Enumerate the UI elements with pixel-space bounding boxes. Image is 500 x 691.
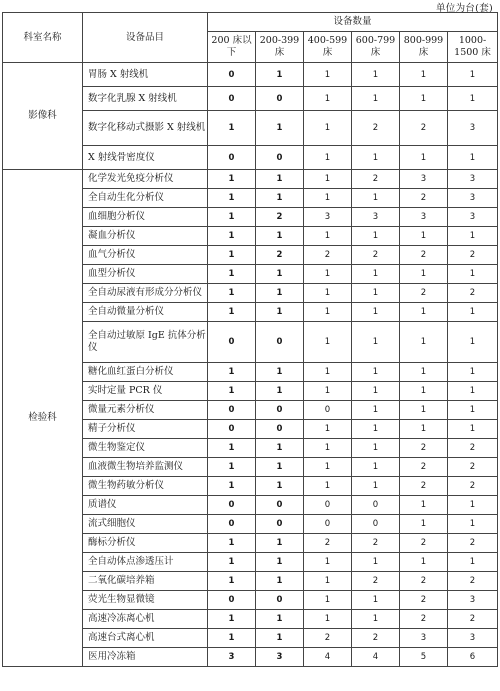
bed-header: 1000-1500 床: [448, 32, 498, 63]
quantity-cell: 2: [400, 610, 448, 629]
quantity-cell: 0: [208, 496, 256, 515]
quantity-cell: 2: [304, 246, 352, 265]
quantity-cell: 1: [256, 189, 304, 208]
quantity-cell: 3: [448, 208, 498, 227]
quantity-cell: 2: [352, 534, 400, 553]
quantity-cell: 4: [352, 648, 400, 667]
quantity-cell: 1: [400, 496, 448, 515]
quantity-cell: 2: [400, 439, 448, 458]
quantity-cell: 1: [256, 458, 304, 477]
quantity-cell: 2: [400, 284, 448, 303]
quantity-cell: 2: [256, 208, 304, 227]
quantity-cell: 1: [208, 382, 256, 401]
quantity-cell: 1: [448, 227, 498, 246]
quantity-cell: 0: [208, 591, 256, 610]
quantity-cell: 1: [448, 265, 498, 284]
device-cell: 数字化乳腺 X 射线机: [83, 87, 208, 111]
quantity-cell: 1: [256, 303, 304, 322]
quantity-cell: 1: [400, 303, 448, 322]
quantity-cell: 1: [448, 401, 498, 420]
device-cell: 微生物鉴定仪: [83, 439, 208, 458]
quantity-cell: 2: [448, 439, 498, 458]
quantity-cell: 1: [208, 363, 256, 382]
quantity-cell: 2: [352, 111, 400, 146]
quantity-cell: 1: [208, 284, 256, 303]
quantity-cell: 1: [304, 227, 352, 246]
quantity-cell: 1: [304, 284, 352, 303]
quantity-cell: 2: [448, 534, 498, 553]
quantity-cell: 1: [208, 477, 256, 496]
quantity-cell: 1: [208, 629, 256, 648]
quantity-cell: 1: [256, 382, 304, 401]
device-cell: 凝血分析仪: [83, 227, 208, 246]
device-cell: 全自动微量分析仪: [83, 303, 208, 322]
equipment-table: [2, 12, 498, 667]
device-cell: 胃肠 X 射线机: [83, 63, 208, 87]
quantity-cell: 1: [352, 322, 400, 363]
quantity-cell: 1: [304, 572, 352, 591]
quantity-cell: 1: [400, 553, 448, 572]
dept-cell: 检验科: [3, 170, 83, 667]
quantity-cell: 2: [352, 246, 400, 265]
quantity-cell: 0: [208, 87, 256, 111]
quantity-header: 设备数量: [208, 13, 498, 32]
device-cell: 精子分析仪: [83, 420, 208, 439]
quantity-cell: 1: [400, 382, 448, 401]
quantity-cell: 1: [208, 265, 256, 284]
quantity-cell: 1: [256, 534, 304, 553]
bed-header: 400-599 床: [304, 32, 352, 63]
quantity-cell: 0: [304, 401, 352, 420]
quantity-cell: 1: [304, 63, 352, 87]
quantity-cell: 3: [448, 591, 498, 610]
quantity-cell: 1: [256, 111, 304, 146]
quantity-cell: 2: [352, 629, 400, 648]
quantity-cell: 1: [304, 146, 352, 170]
quantity-cell: 1: [304, 303, 352, 322]
quantity-cell: 1: [304, 477, 352, 496]
device-cell: 微量元素分析仪: [83, 401, 208, 420]
quantity-cell: 1: [208, 208, 256, 227]
quantity-cell: 2: [400, 591, 448, 610]
quantity-cell: 1: [256, 610, 304, 629]
quantity-cell: 1: [352, 477, 400, 496]
quantity-cell: 3: [448, 170, 498, 189]
quantity-cell: 1: [256, 227, 304, 246]
quantity-cell: 1: [208, 439, 256, 458]
bed-header: 200-399 床: [256, 32, 304, 63]
quantity-cell: 1: [256, 265, 304, 284]
quantity-cell: 3: [448, 629, 498, 648]
quantity-cell: 1: [448, 420, 498, 439]
quantity-cell: 1: [304, 189, 352, 208]
quantity-cell: 0: [352, 515, 400, 534]
quantity-cell: 1: [208, 534, 256, 553]
quantity-cell: 0: [256, 401, 304, 420]
quantity-cell: 1: [352, 87, 400, 111]
quantity-cell: 2: [304, 534, 352, 553]
quantity-cell: 2: [448, 610, 498, 629]
quantity-cell: 2: [400, 189, 448, 208]
quantity-cell: 1: [448, 87, 498, 111]
quantity-cell: 1: [448, 363, 498, 382]
quantity-cell: 3: [352, 208, 400, 227]
device-cell: 二氧化碳培养箱: [83, 572, 208, 591]
quantity-cell: 3: [256, 648, 304, 667]
device-cell: 流式细胞仪: [83, 515, 208, 534]
quantity-cell: 3: [448, 111, 498, 146]
quantity-cell: 4: [304, 648, 352, 667]
device-cell: 实时定量 PCR 仪: [83, 382, 208, 401]
quantity-cell: 1: [400, 363, 448, 382]
quantity-cell: 1: [208, 246, 256, 265]
dept-cell: 影像科: [3, 63, 83, 170]
table-row: [3, 170, 498, 189]
device-cell: 全自动尿液有形成分分析仪: [83, 284, 208, 303]
quantity-cell: 0: [256, 322, 304, 363]
quantity-cell: 2: [448, 246, 498, 265]
quantity-cell: 2: [448, 284, 498, 303]
quantity-cell: 1: [208, 111, 256, 146]
bed-header: 800-999 床: [400, 32, 448, 63]
quantity-cell: 3: [400, 629, 448, 648]
quantity-cell: 1: [352, 420, 400, 439]
device-cell: 酶标分析仪: [83, 534, 208, 553]
quantity-cell: 1: [352, 265, 400, 284]
device-cell: 数字化移动式摄影 X 射线机: [83, 111, 208, 146]
quantity-cell: 1: [352, 303, 400, 322]
device-cell: 全自动体点渗透压计: [83, 553, 208, 572]
quantity-cell: 1: [352, 363, 400, 382]
device-cell: 高速冷冻离心机: [83, 610, 208, 629]
quantity-cell: 3: [448, 189, 498, 208]
device-header: 设备品目: [83, 13, 208, 63]
quantity-cell: 0: [304, 515, 352, 534]
quantity-cell: 2: [352, 170, 400, 189]
quantity-cell: 3: [400, 208, 448, 227]
quantity-cell: 1: [400, 227, 448, 246]
quantity-cell: 1: [208, 303, 256, 322]
bed-header: 200 床以下: [208, 32, 256, 63]
device-cell: 血液微生物培养监测仪: [83, 458, 208, 477]
quantity-cell: 1: [208, 610, 256, 629]
quantity-cell: 1: [352, 382, 400, 401]
quantity-cell: 2: [352, 572, 400, 591]
header-row-1: [3, 13, 498, 32]
quantity-cell: 1: [208, 572, 256, 591]
quantity-cell: 1: [256, 439, 304, 458]
quantity-cell: 0: [208, 146, 256, 170]
quantity-cell: 1: [256, 477, 304, 496]
quantity-cell: 1: [448, 496, 498, 515]
device-cell: 全自动过敏原 IgE 抗体分析仪: [83, 322, 208, 363]
quantity-cell: 1: [304, 87, 352, 111]
quantity-cell: 2: [400, 534, 448, 553]
quantity-cell: 1: [352, 401, 400, 420]
quantity-cell: 0: [256, 87, 304, 111]
quantity-cell: 0: [256, 146, 304, 170]
device-cell: 质谱仪: [83, 496, 208, 515]
unit-note: 单位为台(套): [435, 3, 493, 14]
table-body: [3, 63, 498, 667]
quantity-cell: 0: [256, 496, 304, 515]
quantity-cell: 1: [304, 111, 352, 146]
quantity-cell: 1: [208, 553, 256, 572]
quantity-cell: 2: [448, 572, 498, 591]
quantity-cell: 1: [304, 420, 352, 439]
quantity-cell: 0: [208, 63, 256, 87]
quantity-cell: 1: [256, 170, 304, 189]
quantity-cell: 1: [400, 87, 448, 111]
quantity-cell: 0: [352, 496, 400, 515]
quantity-cell: 1: [304, 458, 352, 477]
device-cell: 血型分析仪: [83, 265, 208, 284]
quantity-cell: 0: [208, 401, 256, 420]
device-cell: 高速台式离心机: [83, 629, 208, 648]
quantity-cell: 1: [352, 439, 400, 458]
quantity-cell: 1: [304, 382, 352, 401]
bed-header: 600-799 床: [352, 32, 400, 63]
quantity-cell: 1: [448, 515, 498, 534]
quantity-cell: 1: [304, 591, 352, 610]
quantity-cell: 1: [208, 170, 256, 189]
quantity-cell: 1: [448, 553, 498, 572]
quantity-cell: 1: [256, 629, 304, 648]
device-cell: 医用冷冻箱: [83, 648, 208, 667]
quantity-cell: 1: [304, 363, 352, 382]
quantity-cell: 0: [304, 496, 352, 515]
quantity-cell: 0: [208, 515, 256, 534]
quantity-cell: 1: [352, 591, 400, 610]
quantity-cell: 1: [400, 146, 448, 170]
quantity-cell: 1: [400, 265, 448, 284]
quantity-cell: 1: [400, 63, 448, 87]
quantity-cell: 2: [400, 246, 448, 265]
quantity-cell: 1: [352, 610, 400, 629]
quantity-cell: 1: [352, 146, 400, 170]
device-cell: 血细胞分析仪: [83, 208, 208, 227]
quantity-cell: 1: [208, 227, 256, 246]
quantity-cell: 2: [448, 458, 498, 477]
quantity-cell: 1: [208, 458, 256, 477]
quantity-cell: 1: [448, 382, 498, 401]
device-cell: 荧光生物显微镜: [83, 591, 208, 610]
quantity-cell: 1: [256, 284, 304, 303]
quantity-cell: 1: [352, 189, 400, 208]
quantity-cell: 1: [352, 284, 400, 303]
quantity-cell: 1: [256, 63, 304, 87]
quantity-cell: 1: [448, 303, 498, 322]
quantity-cell: 1: [304, 553, 352, 572]
quantity-cell: 2: [400, 572, 448, 591]
quantity-cell: 3: [304, 208, 352, 227]
quantity-cell: 1: [448, 322, 498, 363]
quantity-cell: 2: [400, 111, 448, 146]
device-cell: 化学发光免疫分析仪: [83, 170, 208, 189]
quantity-cell: 1: [352, 553, 400, 572]
quantity-cell: 1: [400, 420, 448, 439]
quantity-cell: 2: [304, 629, 352, 648]
quantity-cell: 1: [304, 610, 352, 629]
quantity-cell: 5: [400, 648, 448, 667]
device-cell: X 射线骨密度仪: [83, 146, 208, 170]
quantity-cell: 1: [400, 401, 448, 420]
quantity-cell: 1: [304, 170, 352, 189]
quantity-cell: 1: [352, 458, 400, 477]
quantity-cell: 2: [256, 246, 304, 265]
quantity-cell: 1: [352, 63, 400, 87]
quantity-cell: 0: [256, 591, 304, 610]
dept-header: 科室名称: [3, 13, 83, 63]
quantity-cell: 1: [304, 265, 352, 284]
quantity-cell: 0: [208, 322, 256, 363]
quantity-cell: 1: [400, 322, 448, 363]
quantity-cell: 2: [400, 477, 448, 496]
quantity-cell: 2: [400, 458, 448, 477]
quantity-cell: 1: [256, 363, 304, 382]
quantity-cell: 3: [208, 648, 256, 667]
quantity-cell: 2: [448, 477, 498, 496]
quantity-cell: 1: [208, 189, 256, 208]
device-cell: 全自动生化分析仪: [83, 189, 208, 208]
quantity-cell: 1: [400, 515, 448, 534]
quantity-cell: 1: [448, 63, 498, 87]
quantity-cell: 1: [304, 322, 352, 363]
quantity-cell: 6: [448, 648, 498, 667]
device-cell: 糖化血红蛋白分析仪: [83, 363, 208, 382]
quantity-cell: 1: [256, 553, 304, 572]
quantity-cell: 1: [256, 572, 304, 591]
table-row: [3, 63, 498, 87]
quantity-cell: 0: [256, 515, 304, 534]
quantity-cell: 0: [256, 420, 304, 439]
quantity-cell: 1: [304, 439, 352, 458]
quantity-cell: 1: [448, 146, 498, 170]
device-cell: 微生物药敏分析仪: [83, 477, 208, 496]
quantity-cell: 0: [208, 420, 256, 439]
quantity-cell: 3: [400, 170, 448, 189]
device-cell: 血气分析仪: [83, 246, 208, 265]
quantity-cell: 1: [352, 227, 400, 246]
